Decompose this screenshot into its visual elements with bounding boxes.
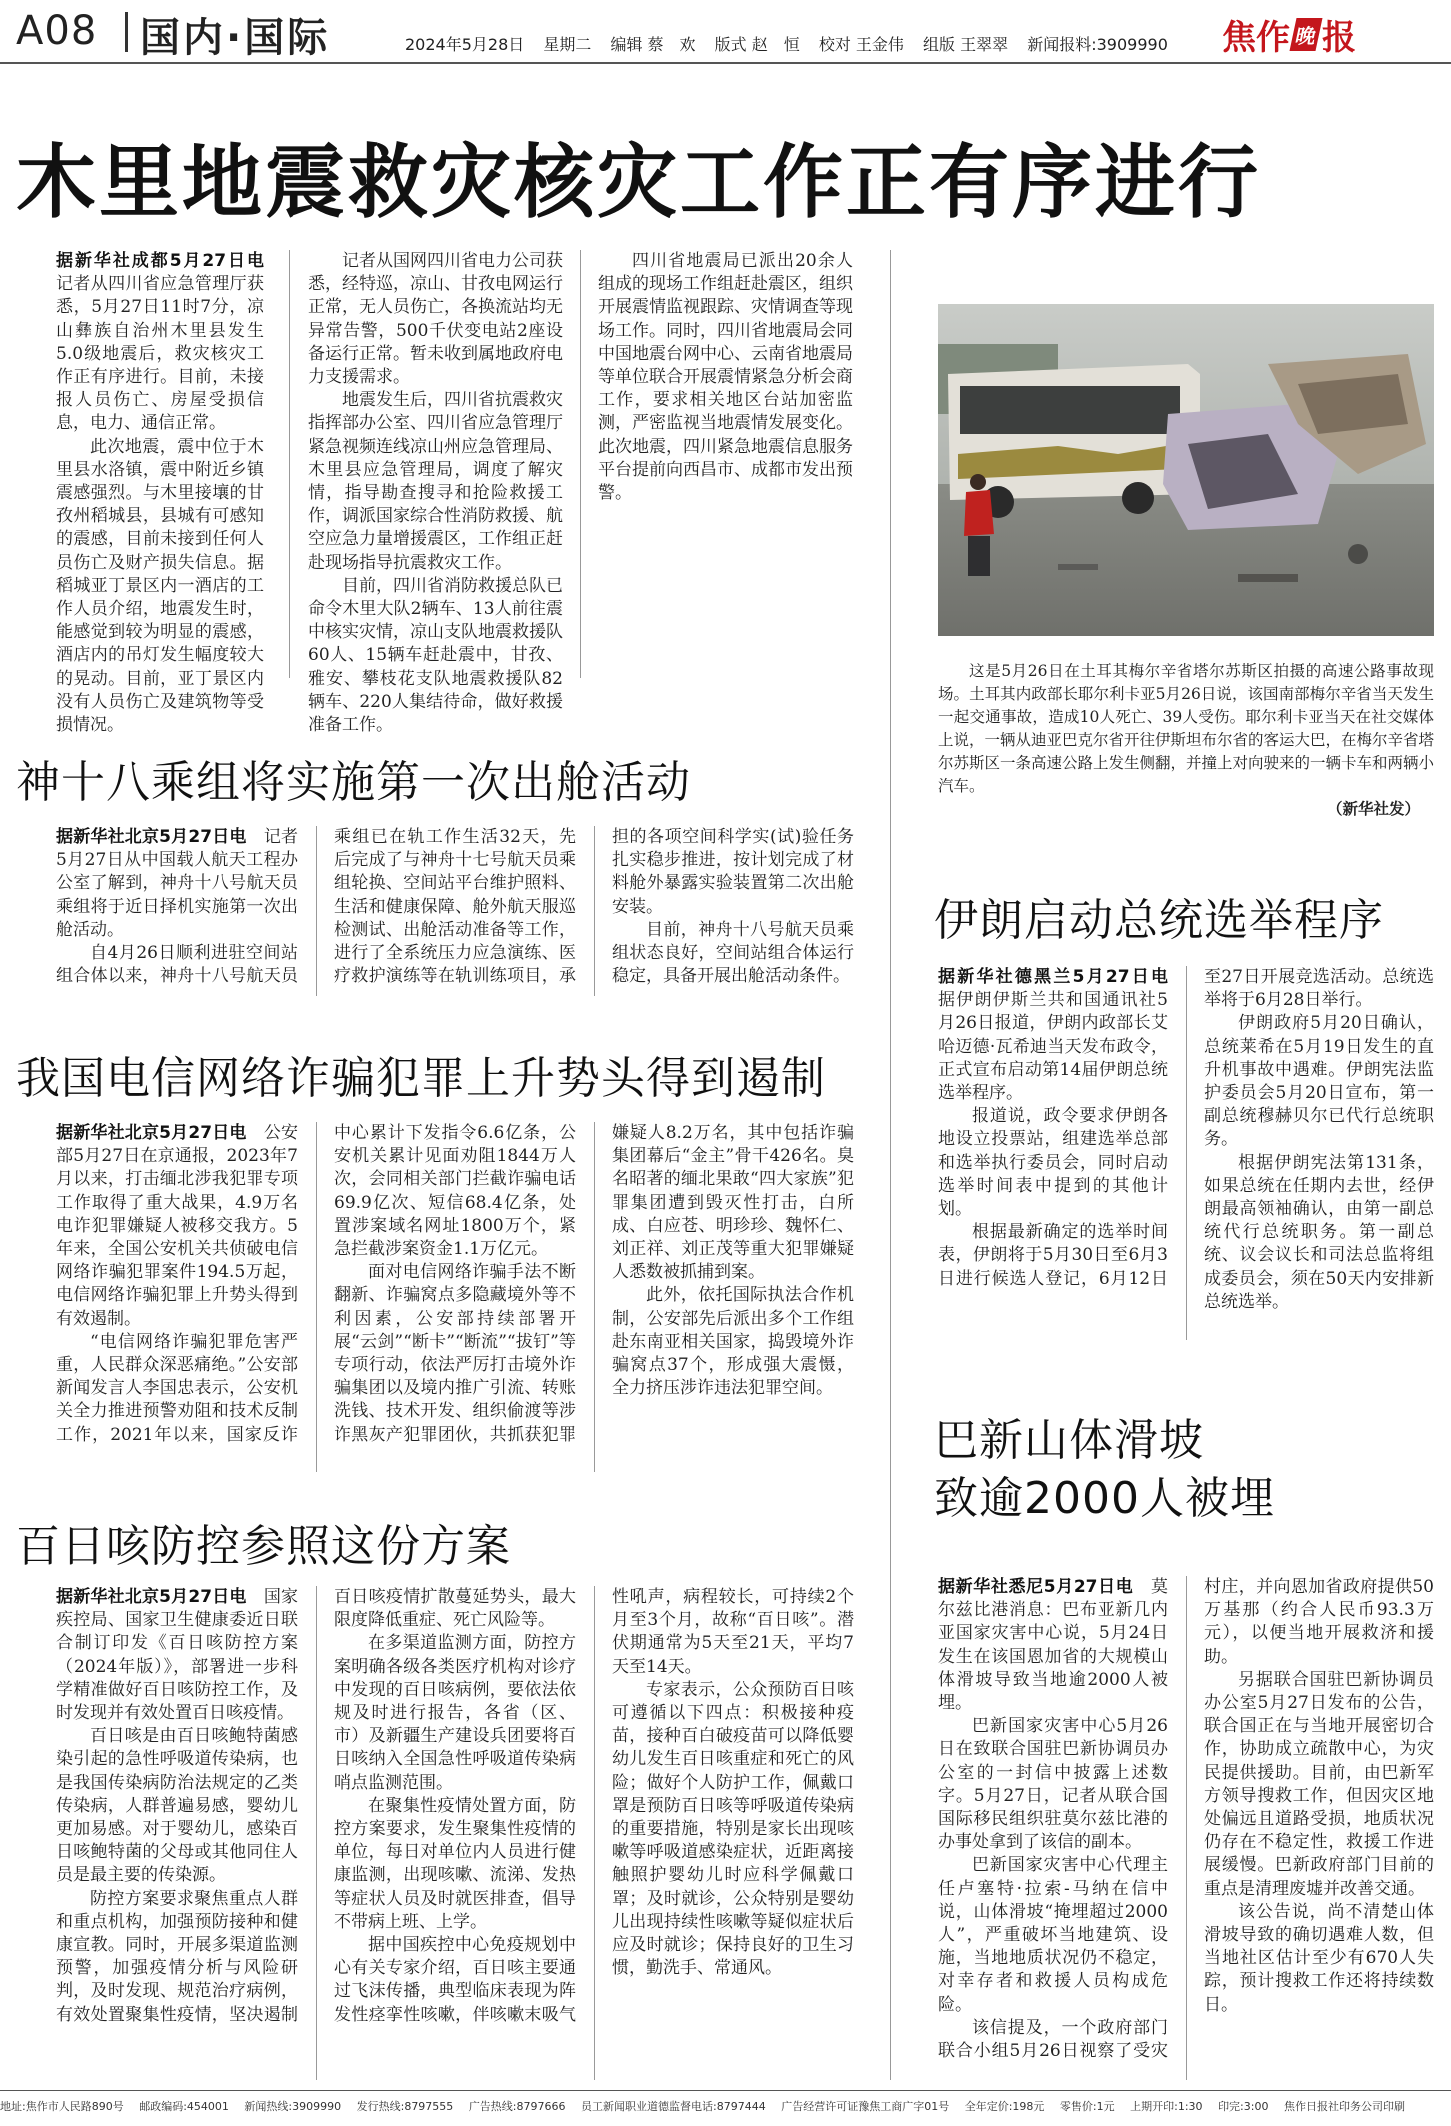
telecom-headline: 我国电信网络诈骗犯罪上升势头得到遏制 [16,1053,826,1104]
png-dateline: 据新华社悉尼5月27日电 [938,1577,1134,1597]
pertussis-body: 据新华社北京5月27日电 国家疾控局、国家卫生健康委近日联合制订印发《百日咳防控方案（2024年版）》，部署进一步科学精准做好百日咳防控工作，及时发现并有效处置百日咳疫情。 百日咳是由百日咳鲍特菌感染引起的急性呼吸道传染病，也是我国传染病防治法规定的乙类传染病，人群普遍易感，婴幼儿更加易感。对于婴幼儿，感染百日咳鲍特菌的父母或其他同住人员是最主要的传染源。 防控方案要求聚焦重点人群和重点机构，加强预防接种和健康宣教。同时，开展多渠道监测预警，加强疫情分析与风险研判，及时发现、规范治疗病例，有效处置聚集性疫情，坚决遏制百日咳疫情扩散蔓延势头，最大限度降低重症、死亡风险等。 在多渠道监测方面，防控方案明确各级各类医疗机构对诊疗中发现的百日咳病例，要依法依规及时进行报告，各省（区、市）及新疆生产建设兵团要将百日咳纳入全国急性呼吸道传染病哨点监测范围。 在聚集性疫情处置方面，防控方案要求，发生聚集性疫情的单位，每日对单位内人员进行健康监测，出现咳嗽、流涕、发热等症状人员及时就医排查，倡导不带病上班、上学。 据中国疾控中心免疫规划中心有关专家介绍，百日咳主要通过飞沫传播，典型临床表现为阵发性痉挛性咳嗽，伴咳嗽末吸气性吼声，病程较长，可持续2个月至3个月，故称“百日咳”。潜伏期通常为5天至21天，平均7天至14天。 专家表示，公众预防百日咳可遵循以下四点：积极接种疫苗，接种百白破疫苗可以降低婴幼儿发生百日咳重症和死亡的风险；做好个人防护工作，佩戴口罩是预防百日咳等呼吸道传染病的重要措施，特别是家长出现咳嗽等呼吸道感染症状，近距离接触照护婴幼儿时应科学佩戴口罩；及时就诊，公众特别是婴幼儿出现持续性咳嗽等疑似症状后应及时就诊；保持良好的卫生习惯，勤洗手、常通风。 [56,1587,854,2025]
footer-item: 零售价:1元 [1059,2100,1115,2113]
footer-item: 上期开印:1:30 [1130,2100,1203,2113]
telecom-dateline: 据新华社北京5月27日电 [56,1123,247,1143]
issue-date: 2024年5月28日 [405,35,525,54]
lead-col-2: 记者从国网四川省电力公司获悉，经特巡，凉山、甘孜电网运行正常，无人员伤亡，各换流站均无异常告警，500千伏变电站2座设备运行正常。暂未收到属地政府电力支援需求。 地震发生后，四川省抗震救灾指挥部办公室、四川省应急管理厅紧急视频连线凉山州应急管理局、木里县应急管理局，调度了解灾情，指导勘查搜寻和抢险救援工作，调派国家综合性消防救援、航空应急力量增援震区，工作组正赶赴现场指导抗震救灾工作。 目前，四川省消防救援总队已命令木里大队2辆车、13人前往震中核实灾情，凉山支队地震救援队60人、15辆车赶赴震中，甘孜、雅安、攀枝花支队地震救援队82辆车、220人集结待命，做好救援准备工作。 [308,251,563,736]
iran-dateline: 据新华社德黑兰5月27日电 [938,967,1168,987]
lead-dateline: 据新华社成都5月27日电 [56,251,264,271]
pertussis-headline: 百日咳防控参照这份方案 [16,1521,511,1572]
shenzhou-body: 据新华社北京5月27日电 记者5月27日从中国载人航天工程办公室了解到，神舟十八号航天员乘组将于近日择机实施第一次出舱活动。 自4月26日顺利进驻空间站组合体以来，神舟十八号航天员乘组已在轨工作生活32天，先后完成了与神舟十七号航天员乘组轮换、空间站平台维护照料、生活和健康保障、舱外航天服巡检测试、出舱活动准备等工作，进行了全系统压力应急演练、医疗救护演练等在轨训练项目，承担的各项空间科学实(试)验任务扎实稳步推进，按计划完成了材料舱外暴露实验装置第二次出舱安装。 目前，神舟十八号航天员乘组状态良好，空间站组合体运行稳定，具备开展出舱活动条件。 [56,827,854,987]
png-headline: 巴新山体滑坡 致逾2000人被埋 [934,1415,1275,1524]
footer-rule [0,2090,1451,2091]
footer-item: 印完:3:00 [1218,2100,1269,2113]
photo-caption: 这是5月26日在土耳其梅尔辛省塔尔苏斯区拍摄的高速公路事故现场。土耳其内政部长耶尔利卡亚5月26日说，该国南部梅尔辛省当天发生一起交通事故，造成10人死亡、39人受伤。耶尔利卡亚当天在社交媒体上说，一辆从迪亚巴克尔省开往伊斯坦布尔省的客运大巴，在梅尔辛省塔尔苏斯区一条高速公路上发生侧翻，并撞上对向驶来的一辆卡车和两辆小汽车。 （新华社发） [938,660,1434,821]
iran-body: 据新华社德黑兰5月27日电 据伊朗伊斯兰共和国通讯社5月26日报道，伊朗内政部长艾哈迈德·瓦希迪当天发布政令，正式宣布启动第14届伊朗总统选举程序。 报道说，政令要求伊朗各地设立投票站，组建选举总部和选举执行委员会，同时启动选举时间表中提到的其他计划。 根据最新确定的选举时间表，伊朗将于5月30日至6月3日进行候选人登记，6月12日至27日开展竞选活动。总统选举将于6月28日举行。 伊朗政府5月20日确认，总统莱希在5月19日发生的直升机事故中遇难。伊朗宪法监护委员会5月20日宣布，第一副总统穆赫贝尔已代行总统职务。 根据伊朗宪法第131条，如果总统在任期内去世，经伊朗最高领袖确认，由第一副总统代行总统职务。第一副总统、议会议长和司法总监将组成委员会，须在50天内安排新总统选举。 [938,967,1434,1312]
masthead [0,0,1451,60]
editor-credit: 编辑 蔡 欢 [610,35,696,54]
section-title: 国内·国际 [140,15,331,61]
masthead-rule [0,62,1451,64]
lead-col-3: 四川省地震局已派出20余人组成的现场工作组赶赴震区，组织开展震情监视跟踪、灾情调查等现场工作。同时，四川省地震局会同中国地震台网中心、云南省地震局等单位联合开展震情紧急分析会商工作，要求相关地区台站加密监测，严密监视当地震情发展变化。此次地震，四川紧急地震信息服务平台提前向西昌市、成都市发出预警。 [598,251,853,504]
pertussis-dateline: 据新华社北京5月27日电 [56,1587,247,1607]
newspaper-logo: 焦作 晚 报 [1222,18,1356,58]
group-credit: 组版 王翠翠 [923,35,1009,54]
footer-item: 新闻热线:3909990 [244,2100,342,2113]
footer-item: 邮政编码:454001 [139,2100,229,2113]
footer-item: 发行热线:8797555 [356,2100,454,2113]
layout-credit: 版式 赵 恒 [714,35,800,54]
footer-item: 地址:焦作市人民路890号 [0,2100,124,2113]
masthead-divider [125,12,128,52]
proof-credit: 校对 王金伟 [818,35,904,54]
news-hotline: 新闻报料:3909990 [1027,35,1168,54]
column-divider [580,250,581,678]
footer-info [0,2098,1451,2114]
page-number: A08 [16,8,98,54]
footer-item: 广告热线:8797666 [468,2100,566,2113]
highway-accident-image [938,304,1434,636]
footer-item: 广告经营许可证豫焦工商广字01号 [781,2100,950,2113]
column-divider [289,250,290,678]
page-column-divider [890,250,891,2080]
masthead-info [405,32,1182,55]
lead-col-1: 据新华社成都5月27日电 记者从四川省应急管理厅获悉，5月27日11时7分，凉山彝族自治州木里县发生5.0级地震后，救灾核灾工作正有序进行。目前，未接报人员伤亡、房屋受损信息，电力、通信正常。 此次地震，震中位于木里县水洛镇，震中附近乡镇震感强烈。与木里接壤的甘孜州稻城县，县城有可感知的震感，目前未接到任何人员伤亡及财产损失信息。据稻城亚丁景区内一酒店的工作人员介绍，地震发生时，能感觉到较为明显的震感，酒店内的吊灯发生幅度较大的晃动。目前，亚丁景区内没有人员伤亡及建筑物等受损情况。 [56,251,264,736]
iran-headline: 伊朗启动总统选举程序 [934,895,1384,946]
footer-item: 全年定价:198元 [964,2100,1045,2113]
png-body: 据新华社悉尼5月27日电 莫尔兹比港消息：巴布亚新几内亚国家灾害中心说，5月24日发生在该国恩加省的大规模山体滑坡导致当地逾2000人被埋。 巴新国家灾害中心5月26日在致联合国驻巴新协调员办公室的一封信中披露上述数字。5月27日，记者从联合国国际移民组织驻莫尔兹比港的办事处拿到了该信的副本。 巴新国家灾害中心代理主任卢塞特·拉索-马纳在信中说，山体滑坡“掩埋超过2000人”，严重破坏当地建筑、设施，当地地质状况仍不稳定，对幸存者和救援人员构成危险。 该信提及，一个政府部门联合小组5月26日视察了受灾村庄，并向恩加省政府提供50万基那（约合人民币93.3万元），以便当地开展救济和援助。 另据联合国驻巴新协调员办公室5月27日发布的公告，联合国正在与当地开展密切合作，协助成立疏散中心，为灾民提供援助。目前，由巴新军方领导搜救工作，但因灾区地处偏远且道路受损，地质状况仍存在不稳定性，救援工作进展缓慢。巴新政府部门目前的重点是清理废墟并改善交通。 该公告说，尚不清楚山体滑坡导致的确切遇难人数，但当地社区估计至少有670人失踪，预计搜救工作还将持续数日。 [938,1577,1434,2062]
lead-headline: 木里地震救灾核灾工作正有序进行 [16,136,1261,229]
telecom-body: 据新华社北京5月27日电 公安部5月27日在京通报，2023年7月以来，打击缅北涉我犯罪专项工作取得了重大战果，4.9万名电诈犯罪嫌疑人被移交我方。5年来，全国公安机关共侦破电信网络诈骗犯罪案件194.5万起，电信网络诈骗犯罪上升势头得到有效遏制。 “电信网络诈骗犯罪危害严重，人民群众深恶痛绝。”公安部新闻发言人李国忠表示，公安机关全力推进预警劝阻和技术反制工作，2021年以来，国家反诈中心累计下发指令6.6亿条，公安机关累计见面劝阻1844万人次，会同相关部门拦截诈骗电话69.9亿次、短信68.4亿条，处置涉案域名网址1800万个，紧急拦截涉案资金1.1万亿元。 面对电信网络诈骗手法不断翻新、诈骗窝点多隐藏境外等不利因素，公安部持续部署开展“云剑”“断卡”“断流”“拔钉”等专项行动，依法严厉打击境外诈骗集团以及境内推广引流、转账洗钱、技术开发、组织偷渡等涉诈黑灰产犯罪团伙，共抓获犯罪嫌疑人8.2万名，其中包括诈骗集团幕后“金主”骨干426名。臭名昭著的缅北果敢“四大家族”犯罪集团遭到毁灭性打击，白所成、白应苍、明珍珍、魏怀仁、刘正祥、刘正茂等重大犯罪嫌疑人悉数被抓捕到案。 此外，依托国际执法合作机制，公安部先后派出多个工作组赴东南亚相关国家，捣毁境外诈骗窝点37个，形成强大震慑，全力挤压涉诈违法犯罪空间。 [56,1123,854,1445]
footer-item: 员工新闻职业道德监督电话:8797444 [581,2100,766,2113]
photo-source: （新华社发） [1326,800,1420,818]
issue-weekday: 星期二 [543,35,592,54]
footer-item: 焦作日报社印务公司印刷 [1283,2100,1405,2113]
shenzhou-dateline: 据新华社北京5月27日电 [56,827,247,847]
shenzhou-headline: 神十八乘组将实施第一次出舱活动 [16,757,691,808]
accident-photo [938,304,1434,636]
